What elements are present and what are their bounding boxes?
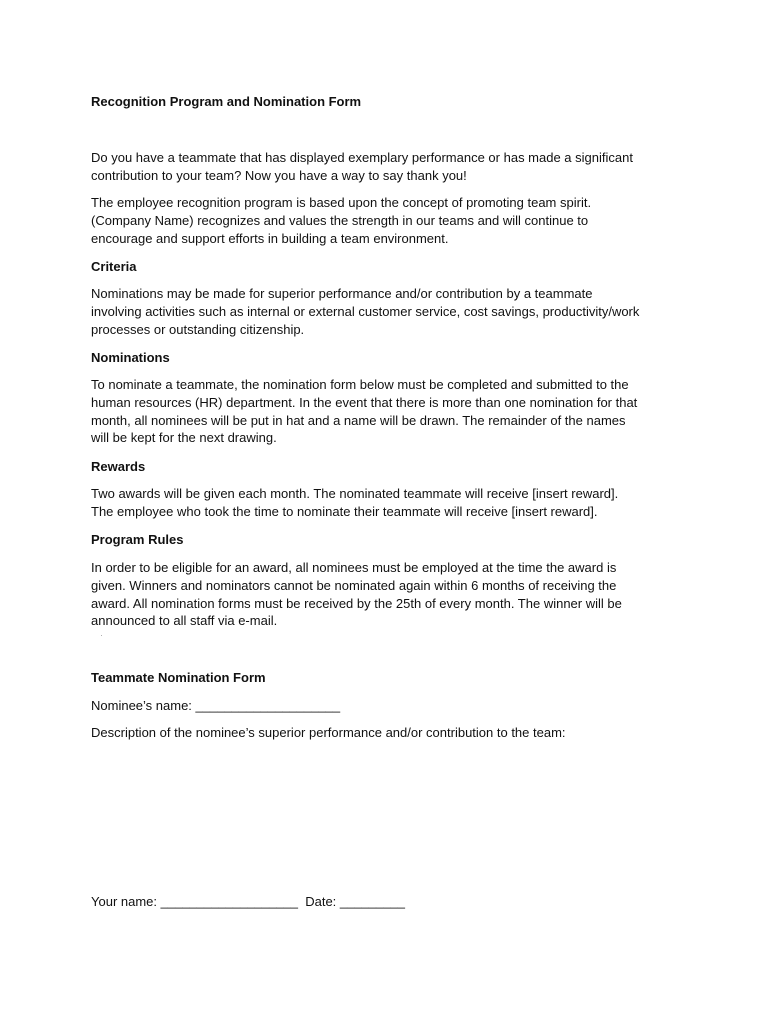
nomination-form-heading: Teammate Nomination Form: [91, 670, 266, 685]
criteria-paragraph: Nominations may be made for superior performance and/or contribution by a teammate involving activities such as internal or external customer service, cost savings, productivity/work processes or outstanding citizenship.: [91, 286, 640, 337]
criteria-heading: Criteria: [91, 259, 137, 274]
description-writing-area[interactable]: [91, 748, 691, 878]
rewards-heading: Rewards: [91, 459, 146, 474]
stray-mark: [101, 635, 102, 636]
intro-paragraph: Do you have a teammate that has displayed exemplary performance or has made a significant contribution to your team? Now you have a way to say thank you!: [91, 150, 633, 183]
nominations-paragraph: To nominate a teammate, the nomination form below must be completed and submitted to the human resources (HR) department. In the event that there is more than one nomination for that month, all nominees will be put in hat and a name will be drawn. The remainder of the names will be kept for the next drawing.: [91, 377, 638, 446]
document-title: Recognition Program and Nomination Form: [91, 94, 362, 109]
rewards-paragraph: Two awards will be given each month. The nominated teammate will receive [insert reward]. The employee who took the time to nominate their teammate will receive [insert reward].: [91, 486, 619, 519]
program-description-paragraph: The employee recognition program is based upon the concept of promoting team spirit. (Company Name) recognizes and values the strength in our teams and will continue to encourage and support efforts in building a team environment.: [91, 195, 592, 246]
your-name-date-field[interactable]: Your name: ___________________ Date: _________: [91, 894, 405, 909]
description-field-label: Description of the nominee’s superior performance and/or contribution to the team:: [91, 725, 566, 740]
program-rules-heading: Program Rules: [91, 532, 184, 547]
nominee-name-field[interactable]: Nominee’s name: ____________________: [91, 698, 341, 713]
nominations-heading: Nominations: [91, 350, 170, 365]
program-rules-paragraph: In order to be eligible for an award, all nominees must be employed at the time the award is given. Winners and nominators cannot be nominated again within 6 months of receiving the award. All nomination forms must be received by the 25th of every month. The winner will be announced to all staff via e-mail.: [91, 560, 622, 629]
